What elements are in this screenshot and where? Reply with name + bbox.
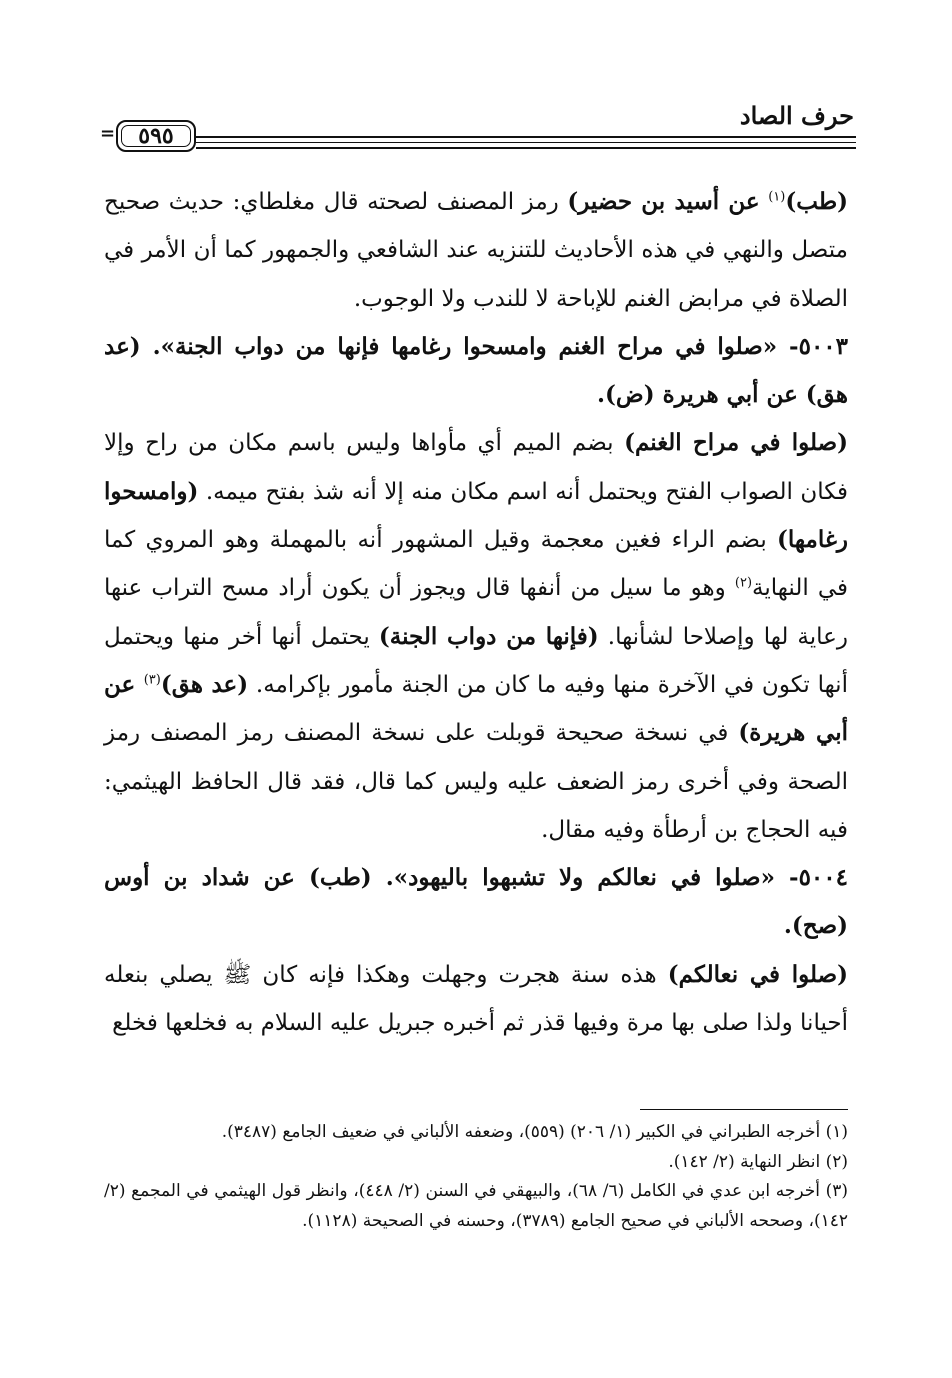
narrator-name: عن أبي هريرة) — [104, 670, 848, 747]
main-text — [104, 178, 848, 1047]
keyword: (صلوا في نعالكم) — [667, 960, 848, 988]
chapter-title: حرف الصاد — [739, 101, 854, 130]
footnote: (١) أخرجه الطبراني في الكبير (١/ ٢٠٦) (٥٥٩)، وضعفه الألباني في ضعيف الجامع (٣٤٨٧). — [221, 1122, 848, 1142]
header-rule — [196, 142, 856, 143]
footnote-ref[interactable]: (٣) — [143, 672, 161, 688]
footnote-ref[interactable]: (١) — [768, 189, 786, 205]
commentary-text: رمز المصنف لصحته قال مغلطاي: حديث صحيح متصل والنهي في هذه الأحاديث للتنزيه عند الشافعي والجمهور كما أن الأمر في الصلاة في مرابض الغنم للإباحة لا للندب ولا الوجوب. — [104, 189, 848, 312]
page-number: ٥٩٥ — [116, 120, 196, 152]
footnote: (٢) انظر النهاية (٢/ ١٤٢). — [668, 1151, 848, 1172]
hadith-entry: ٥٠٠٤- «صلوا في نعالكم ولا تشبهوا باليهود». (طب) عن شداد بن أوس (صح). — [104, 864, 848, 940]
commentary-text: وهو ما سيل من أنفها قال ويجوز أن يكون أراد مسح التراب عنها رعاية لها وإصلاحا لشأنها. — [104, 575, 848, 650]
commentary-paragraph — [104, 178, 848, 323]
commentary-text: هذه سنة هجرت وجهلت وهكذا فإنه كان ﷺ يصلي بنعله أحيانا ولذا صلى بها مرة وفيها قذر ثم أخبره جبريل عليه السلام به فخلعها فخلع — [104, 961, 848, 1037]
commentary-paragraph — [104, 951, 848, 1048]
footnote-ref[interactable]: (٢) — [734, 575, 753, 591]
keyword: (وامسحوا رغامها) — [104, 477, 848, 554]
commentary-text: بضم الميم أي مأواها وليس باسم مكان من راح وإلا فكان الصواب الفتح ويحتمل أنه اسم مكان منه إلا أنه شذ بفتح ميمه. — [104, 430, 848, 505]
commentary-paragraph — [104, 419, 848, 854]
commentary-text: في نسخة صحيحة قوبلت على نسخة المصنف رمز المصنف رمز الصحة وفي أخرى رمز الضعف عليه وليس كما قال، فقد قال الحافظ الهيثمي: فيه الحجاج بن أرطأة وفيه مقال. — [104, 720, 848, 843]
footnote: (٣) أخرجه ابن عدي في الكامل (٦/ ٦٨)، والبيهقي في السنن (٢/ ٤٤٨)، وانظر قول الهيثمي في المجمع (٢/ ١٤٢)، وصححه الألباني في صحيح الجامع (٣٧٨٩)، وحسنه في الصحيحة (١١٢٨). — [104, 1181, 849, 1231]
keyword: (فإنها من دواب الجنة) — [378, 622, 599, 650]
keyword: (صلوا في مراح الغنم) — [624, 429, 848, 457]
source-siglum: (عد هق) — [160, 670, 249, 698]
commentary-text: بضم الراء فغين معجمة وقيل المشهور أنه بالمهملة وهو المروي كما في النهاية — [104, 527, 848, 602]
footnotes — [104, 1118, 848, 1236]
footnote-separator — [640, 1109, 848, 1110]
source-siglum: (طب) — [785, 188, 849, 215]
page-header — [100, 95, 856, 155]
page-number-ornament: = — [100, 123, 116, 144]
hadith-entry: ٥٠٠٣- «صلوا في مراح الغنم وامسحوا رغامها فإنها من دواب الجنة». (عد هق) عن أبي هريرة (ض). — [104, 332, 849, 409]
commentary-text: يحتمل أنها أخر منها ويحتمل أنها تكون في الآخرة منها وفيه ما كان من الجنة مأمور بإكرامه. — [104, 623, 848, 698]
header-rule — [196, 136, 856, 138]
header-rule — [196, 147, 856, 149]
narrator-name: عن أسيد بن حضير) — [567, 188, 760, 215]
